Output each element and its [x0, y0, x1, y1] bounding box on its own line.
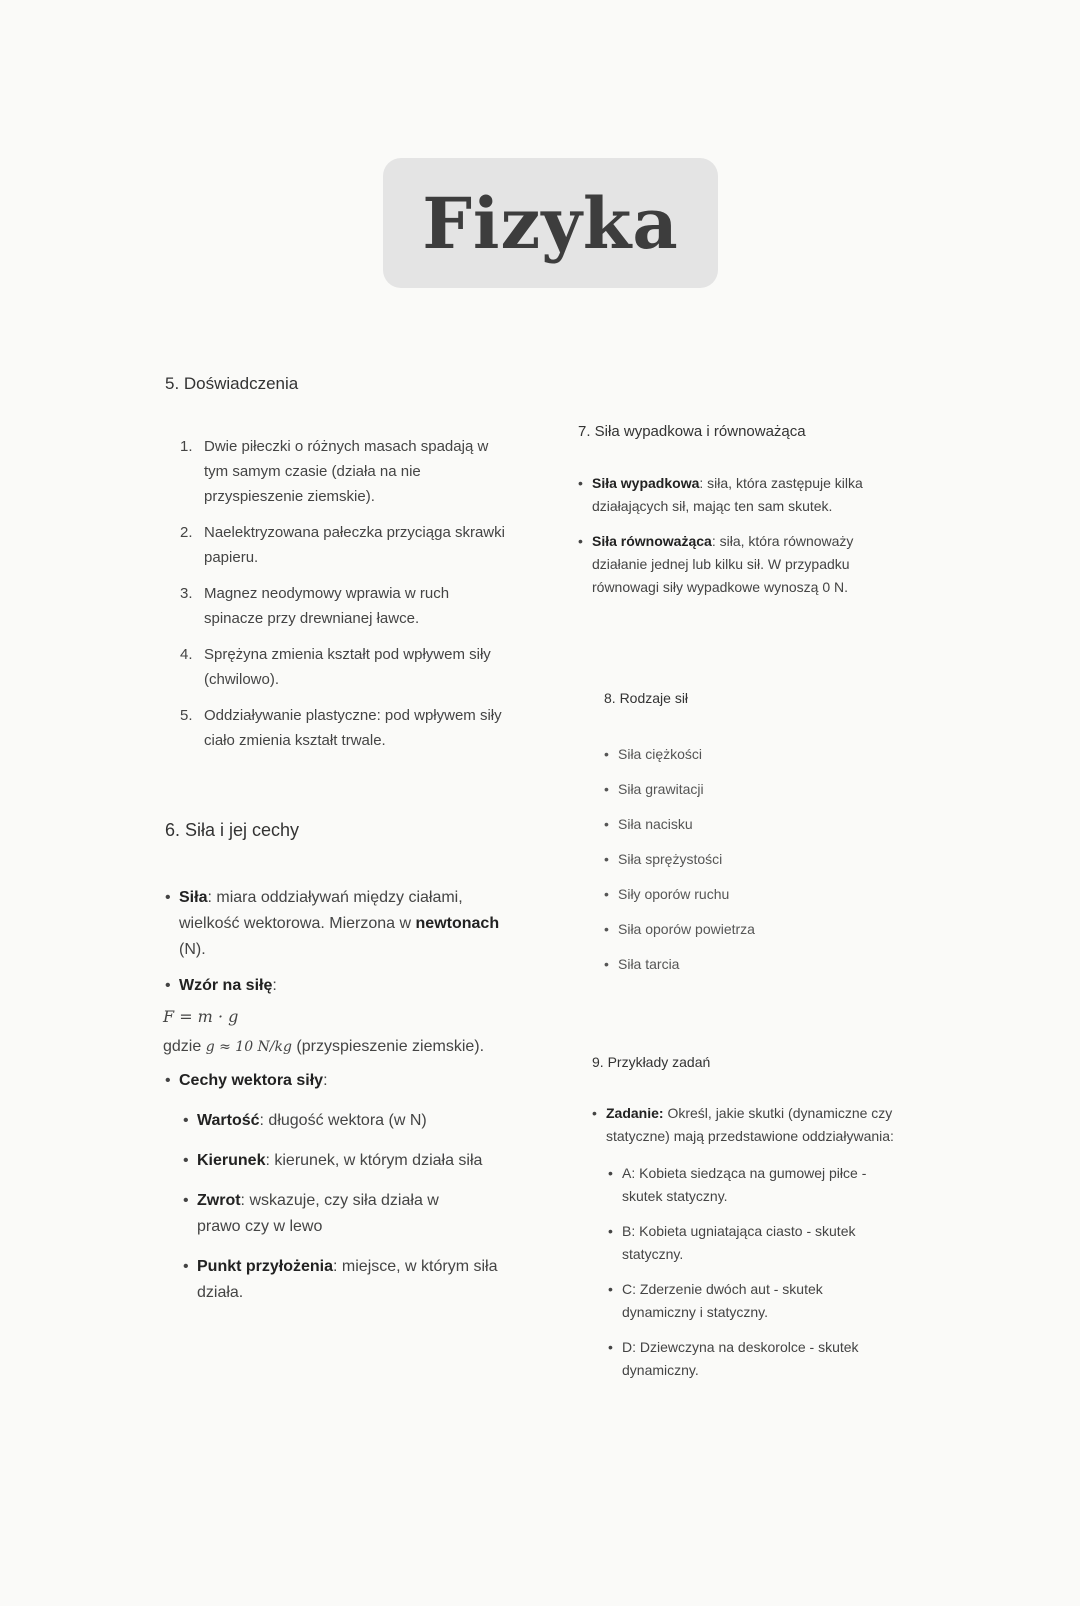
list-item: 2. Naelektryzowana pałeczka przyciąga skrawki papieru. — [180, 524, 505, 566]
list-item: • Kierunek: kierunek, w którym działa siła — [183, 1152, 483, 1169]
list-item: • Siła oporów powietrza — [604, 921, 755, 937]
force-definition-list — [165, 885, 525, 999]
list-item: • Siła sprężystości — [604, 851, 723, 867]
list-item: • Siła wypadkowa: siła, która zastępuje kilka działających sił, mając ten sam skutek. — [578, 475, 863, 514]
experiments-list — [180, 434, 510, 753]
list-item: • Zwrot: wskazuje, czy siła działa w prawo czy w lewo — [183, 1192, 439, 1235]
section-6 — [165, 820, 565, 1306]
page-title: Fizyka — [422, 181, 679, 265]
force-types-list — [604, 742, 954, 976]
section-8 — [604, 690, 954, 976]
vector-features-list — [183, 1108, 523, 1306]
list-item: • Wartość: długość wektora (w N) — [183, 1112, 427, 1129]
list-item: • Siła ciężkości — [604, 746, 703, 762]
list-item: 5. Oddziaływanie plastyczne: pod wpływem siły ciało zmienia kształt trwale. — [180, 707, 502, 749]
list-item: • Zadanie: Określ, jakie skutki (dynamiczne czy statyczne) mają przedstawione oddziaływania: — [592, 1105, 894, 1144]
title-banner — [383, 158, 718, 288]
list-item: 3. Magnez neodymowy wprawia w ruch spinacze przy drewnianej ławce. — [180, 585, 450, 627]
section-7 — [578, 423, 928, 599]
list-item: • Siła równoważąca: siła, która równoważy działanie jednej lub kilku sił. W przypadku równowagi siły wypadkowe wynoszą 0 N. — [578, 533, 854, 595]
list-item: • A: Kobieta siedząca na gumowej piłce - skutek statyczny. — [608, 1165, 867, 1204]
section-5 — [165, 374, 565, 764]
vector-features-header — [165, 1068, 565, 1094]
list-item: • Siły oporów ruchu — [604, 886, 730, 902]
resultant-force-list — [578, 472, 893, 599]
force-formula: F = m · g — [163, 1007, 239, 1026]
list-item: • D: Dziewczyna na deskorolce - skutek dynamiczny. — [608, 1339, 859, 1378]
task-list — [592, 1102, 912, 1148]
list-item: • Siła: miara oddziaływań między ciałami, wielkość wektorowa. Mierzona w newtonach (N). — [165, 889, 500, 958]
task-answers-list — [608, 1162, 898, 1382]
gravity-note: gdzie g ≈ 10 N/kg (przyspieszenie ziemskie). — [163, 1038, 485, 1055]
list-item: 4. Sprężyna zmienia kształt pod wpływem siły (chwilowo). — [180, 646, 491, 688]
section-6-heading: 6. Siła i jej cechy — [165, 820, 300, 840]
list-item: • Punkt przyłożenia: miejsce, w którym siła działa. — [183, 1258, 498, 1301]
section-9 — [592, 1054, 942, 1382]
list-item: • Siła grawitacji — [604, 781, 704, 797]
list-item: • B: Kobieta ugniatająca ciasto - skutek statyczny. — [608, 1223, 856, 1262]
list-item: • Siła tarcia — [604, 956, 680, 972]
section-8-heading: 8. Rodzaje sił — [604, 690, 689, 706]
section-7-heading: 7. Siła wypadkowa i równoważąca — [578, 423, 806, 440]
list-item: • Wzór na siłę: — [165, 977, 277, 994]
section-9-heading: 9. Przykłady zadań — [592, 1054, 711, 1070]
list-item: • Siła nacisku — [604, 816, 693, 832]
list-item: 1. Dwie piłeczki o różnych masach spadają w tym samym czasie (działa na nie przyspieszenie ziemskie). — [180, 438, 489, 505]
list-item: • Cechy wektora siły: — [165, 1072, 328, 1089]
section-5-heading: 5. Doświadczenia — [165, 374, 299, 393]
list-item: • C: Zderzenie dwóch aut - skutek dynamiczny i statyczny. — [608, 1281, 823, 1320]
